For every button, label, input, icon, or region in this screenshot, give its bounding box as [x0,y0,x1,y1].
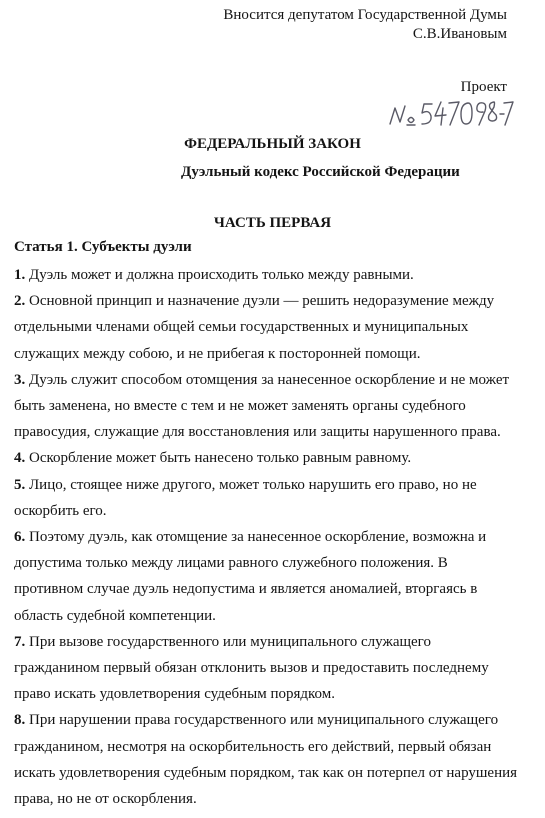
paragraph-number: 6. [14,529,26,546]
paragraph-number: 3. [14,371,26,388]
paragraph-number: 5. [14,476,26,493]
paragraph-line [14,472,534,498]
paragraph-line [14,445,534,471]
part-heading: ЧАСТЬ ПЕРВАЯ [213,215,332,231]
paragraph-number: 1. [14,267,26,283]
law-title: ФЕДЕРАЛЬНЫЙ ЗАКОН [184,136,361,152]
paragraph-line: искать удовлетворения судебным порядком, так как он потерпел от нарушения [14,764,518,781]
paragraph-text: Лицо, стоящее ниже другого, может только нарушить его право, но не [25,476,477,493]
paragraph-line: противном случае дуэль недопустима и является аномалией, вторгаясь в [14,581,478,598]
paragraph-line: оскорбить его. [14,502,107,519]
submitter-block [223,6,507,44]
paragraph-line: служащих между собою, и не прибегая к посторонней помощи. [14,345,421,362]
paragraph-line: область судебной компетенции. [14,607,216,624]
article-paragraph [14,288,534,367]
paragraph-line: правосудия, служащие для восстановления или защиты нарушенного права. [14,424,501,441]
project-label: Проект [460,79,507,95]
article-paragraph [14,629,534,708]
submitter-line-2: С.В.Ивановым [412,26,507,42]
paragraph-number: 8. [14,712,26,729]
paragraph-line: отдельными членами общей семьи государственных и муниципальных [14,319,469,336]
paragraph-line: гражданином первый обязан отклонить вызов и предоставить последнему [14,660,489,677]
paragraph-line [14,288,534,314]
paragraph-text: Дуэль может и должна происходить только между равными. [25,267,414,283]
paragraph-text: Дуэль служит способом отомщения за нанесенное оскорбление и не может [25,371,510,388]
paragraph-text: При вызове государственного или муниципального служащего [25,633,431,650]
article-paragraph [14,707,534,812]
submitter-line-1: Вносится депутатом Государственной Думы [223,7,507,23]
paragraph-line: допустима только между лицами равного служебного положения. В [14,555,448,572]
paragraph-text: При нарушении права государственного или муниципального служащего [25,712,499,729]
paragraph-number: 2. [14,293,26,310]
paragraph-text: Основной принцип и назначение дуэли — решить недоразумение между [25,293,495,310]
paragraph-line [14,262,534,288]
article-paragraph [14,472,534,524]
paragraph-line [14,524,534,550]
article-heading: Статья 1. Субъекты дуэли [14,239,192,255]
article-paragraph [14,445,534,471]
paragraph-text: Поэтому дуэль, как отомщение за нанесенное оскорбление, возможна и [25,529,487,546]
handwritten-registration-number [386,94,516,134]
article-paragraph [14,262,534,288]
article-paragraph [14,367,534,446]
article-body [14,262,534,812]
paragraph-line: права, но не от оскорбления. [14,791,197,808]
paragraph-line [14,707,534,733]
paragraph-text: Оскорбление может быть нанесено только равным равному. [25,450,412,467]
law-subtitle: Дуэльный кодекс Российской Федерации [181,164,460,180]
article-paragraph [14,524,534,629]
paragraph-number: 7. [14,633,26,650]
paragraph-number: 4. [14,450,26,467]
paragraph-line: право искать удовлетворения судебным порядком. [14,686,336,703]
paragraph-line [14,367,534,393]
paragraph-line: гражданином, несмотря на оскорбительность его действий, первый обязан [14,738,492,755]
paragraph-line [14,629,534,655]
paragraph-line: быть заменена, но вместе с тем и не может заменять органы судебного [14,398,466,415]
